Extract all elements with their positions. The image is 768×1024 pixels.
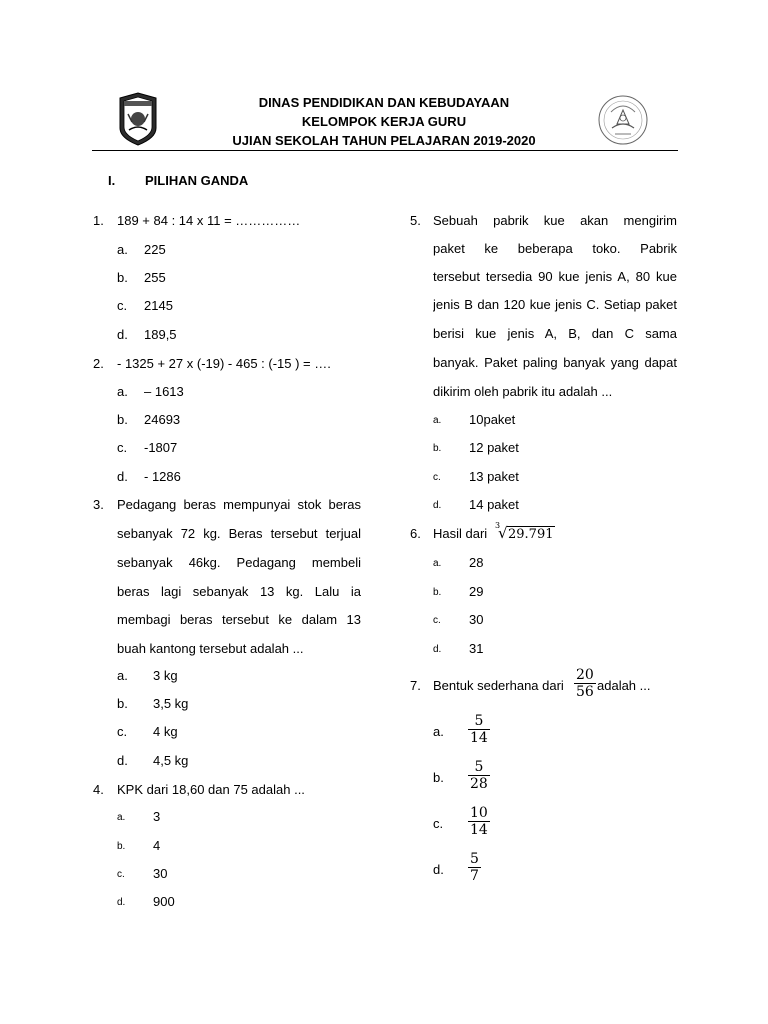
question-number: 4.	[93, 782, 104, 797]
option-label: d.	[117, 327, 128, 342]
option-value: 28	[469, 555, 484, 570]
option-label: a.	[433, 724, 444, 739]
root-index: 3	[495, 521, 501, 530]
option-fraction	[468, 805, 490, 838]
option-value: 30	[153, 866, 168, 881]
option-label: a.	[117, 242, 128, 257]
option-label: a.	[117, 668, 128, 683]
header-exam-title: UJIAN SEKOLAH TAHUN PELAJARAN 2019-2020	[232, 133, 536, 148]
option-label: a.	[117, 812, 126, 823]
option-label: b.	[433, 587, 442, 598]
fraction-numerator: 5	[474, 759, 484, 775]
option-value: 3 kg	[153, 668, 178, 683]
fraction-numerator: 5	[470, 851, 479, 867]
option-label: c.	[433, 615, 441, 626]
option-label: c.	[117, 724, 128, 739]
option-fraction	[468, 713, 490, 746]
question-text-line: sebanyak 72 kg. Beras tersebut terjual	[117, 526, 361, 541]
question-text: - 1325 + 27 x (-19) - 465 : (-15 ) = ….	[117, 356, 331, 371]
question-text-line: jenis B dan 120 kue jenis C. Setiap paket	[433, 297, 677, 312]
option-value: 3,5 kg	[153, 696, 189, 711]
header-divider	[92, 150, 678, 151]
option-label: d.	[433, 862, 444, 877]
option-value: 189,5	[144, 327, 177, 342]
option-value: 10paket	[469, 412, 516, 427]
option-value: 14 paket	[469, 497, 519, 512]
option-label: b.	[117, 696, 128, 711]
question-text-line: banyak. Paket paling banyak yang dapat	[433, 355, 677, 370]
header-agency: DINAS PENDIDIKAN DAN KEBUDAYAAN	[258, 95, 510, 110]
section-title: PILIHAN GANDA	[145, 173, 249, 188]
option-label: a.	[433, 415, 442, 426]
fraction-denominator: 14	[470, 822, 488, 838]
option-value: 24693	[144, 412, 181, 427]
option-label: b.	[117, 841, 126, 852]
option-value: 29	[469, 584, 484, 599]
option-value: 12 paket	[469, 440, 519, 455]
option-label: a.	[117, 384, 128, 399]
option-value: 4 kg	[153, 724, 178, 739]
fraction-numerator: 20	[576, 667, 594, 683]
fraction-denominator: 56	[576, 684, 594, 700]
question-text-line: Pedagang beras mempunyai stok beras	[117, 497, 361, 512]
option-label: d.	[433, 500, 442, 511]
option-label: c.	[433, 472, 441, 483]
option-label: d.	[433, 644, 442, 655]
option-value: 255	[144, 270, 166, 285]
question-number: 2.	[93, 356, 104, 371]
option-label: d.	[117, 469, 128, 484]
option-value: 3	[153, 809, 161, 824]
option-label: c.	[433, 816, 444, 831]
option-label: b.	[117, 412, 128, 427]
option-label: b.	[433, 443, 442, 454]
option-value: – 1613	[144, 384, 184, 399]
option-label: a.	[433, 558, 442, 569]
root-symbol-icon: √	[498, 524, 508, 542]
option-value: 31	[469, 641, 484, 656]
option-value: 13 paket	[469, 469, 519, 484]
question-text-line: Sebuah pabrik kue akan mengirim	[433, 213, 677, 228]
option-value: 225	[144, 242, 166, 257]
option-value: 4,5 kg	[153, 753, 189, 768]
question-text-suffix: adalah ...	[597, 678, 651, 693]
fraction-numerator: 10	[470, 805, 488, 821]
option-value: 2145	[144, 298, 173, 313]
question-text-line: tersebut tersedia 90 kue jenis A, 80 kue	[433, 269, 677, 284]
fraction-numerator: 5	[474, 713, 484, 729]
header-group: KELOMPOK KERJA GURU	[301, 114, 467, 129]
question-text-line: paket ke beberapa toko. Pabrik	[433, 241, 677, 256]
question-number: 1.	[93, 213, 104, 228]
option-label: c.	[117, 440, 128, 455]
option-label: b.	[117, 270, 128, 285]
option-fraction	[468, 851, 481, 884]
option-value: 4	[153, 838, 161, 853]
question-fraction	[574, 667, 596, 700]
question-text-line: sebanyak 46kg. Pedagang membeli	[117, 555, 361, 570]
radicand: 29.791	[508, 527, 554, 542]
option-fraction	[468, 759, 490, 792]
section-number: I.	[108, 173, 116, 188]
question-number: 3.	[93, 497, 104, 512]
option-label: c.	[117, 869, 125, 880]
option-value: - 1286	[144, 469, 181, 484]
question-number: 5.	[410, 213, 421, 228]
option-label: c.	[117, 298, 128, 313]
question-text-line: dikirim oleh pabrik itu adalah ...	[433, 384, 613, 399]
option-label: d.	[117, 897, 126, 908]
option-value: 30	[469, 612, 484, 627]
question-text: KPK dari 18,60 dan 75 adalah ...	[117, 782, 305, 797]
option-label: d.	[117, 753, 128, 768]
fraction-denominator: 7	[470, 868, 479, 884]
fraction-denominator: 28	[470, 776, 488, 792]
question-text-line: buah kantong tersebut adalah ...	[117, 641, 304, 656]
fraction-denominator: 14	[470, 730, 488, 746]
question-number: 6.	[410, 526, 421, 541]
option-value: -1807	[144, 440, 178, 455]
question-text-line: berisi kue jenis A, B, dan C sama	[433, 326, 677, 341]
question-text: Hasil dari	[433, 526, 488, 541]
question-text-line: membagi beras tersebut ke dalam 13	[117, 612, 361, 627]
option-label: b.	[433, 770, 444, 785]
question-text-line: beras lagi sebanyak 13 kg. Lalu ia	[117, 584, 361, 599]
question-text-prefix: Bentuk sederhana dari	[433, 678, 564, 693]
option-value: 900	[153, 894, 175, 909]
question-text: 189 + 84 : 14 x 11 = ……………	[117, 213, 301, 228]
question-number: 7.	[410, 678, 421, 693]
